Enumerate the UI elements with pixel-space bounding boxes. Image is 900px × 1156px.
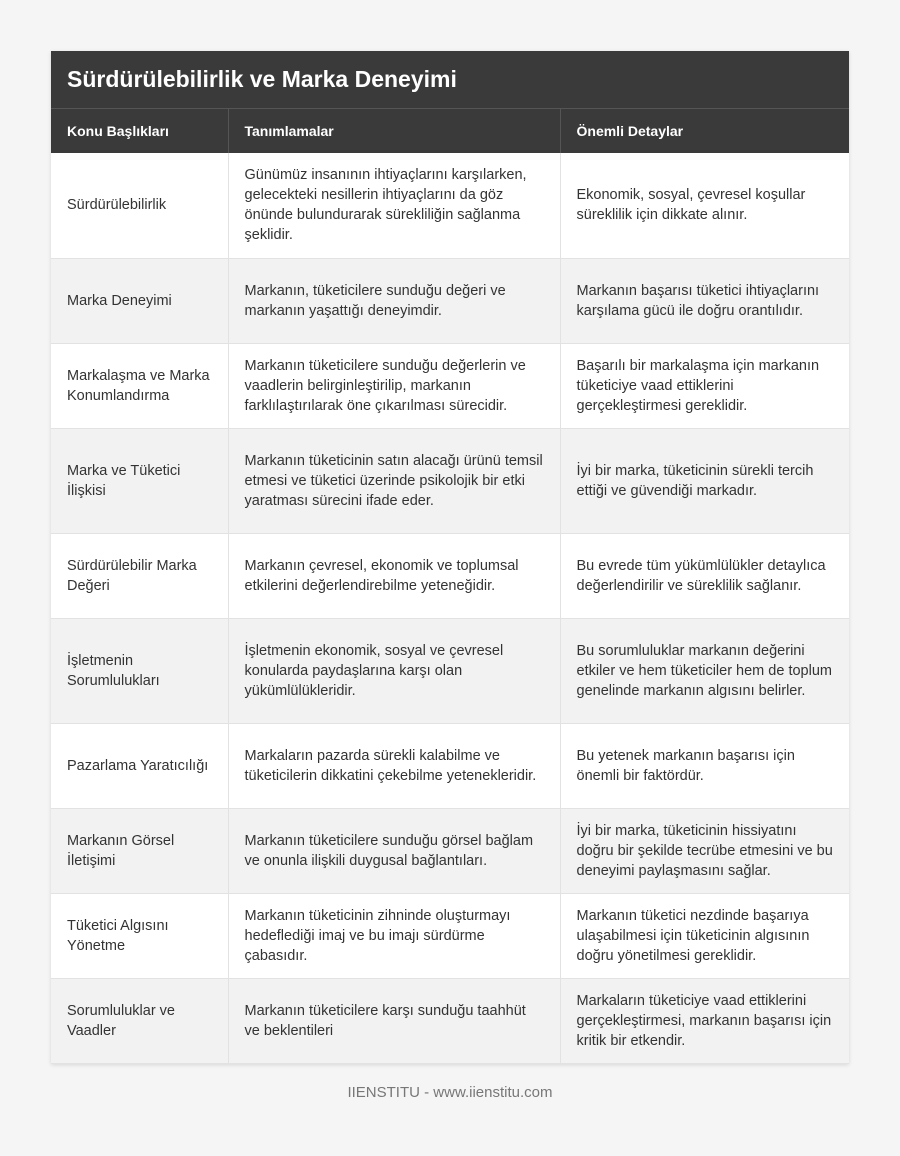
table-row — [51, 258, 849, 343]
cell-definition: Markaların pazarda sürekli kalabilme ve tüketicilerin dikkatini çekebilme yetenekleridir. — [228, 723, 560, 808]
table-row — [51, 343, 849, 428]
cell-detail: Bu sorumluluklar markanın değerini etkiler ve hem tüketiciler hem de toplum genelinde markanın algısını belirler. — [560, 618, 849, 723]
cell-definition: Markanın tüketicinin satın alacağı ürünü temsil etmesi ve tüketici üzerinde psikolojik bir etki yaratması sürecini ifade eder. — [228, 428, 560, 533]
cell-topic: Sürdürülebilir Marka Değeri — [51, 533, 228, 618]
cell-definition: Markanın tüketicilere karşı sunduğu taahhüt ve beklentileri — [228, 978, 560, 1063]
cell-definition: Markanın tüketicinin zihninde oluşturmayı hedeflediği imaj ve bu imajı sürdürme çabasıdır. — [228, 893, 560, 978]
column-header-definition: Tanımlamalar — [228, 109, 560, 153]
cell-detail: İyi bir marka, tüketicinin hissiyatını doğru bir şekilde tecrübe etmesini ve bu deneyimi paylaşmasını sağlar. — [560, 808, 849, 893]
table-row — [51, 153, 849, 258]
info-table — [51, 109, 849, 1064]
cell-detail: Markanın başarısı tüketici ihtiyaçlarını karşılama gücü ile doğru orantılıdır. — [560, 258, 849, 343]
table-row — [51, 978, 849, 1063]
table-header — [51, 109, 849, 153]
table-row — [51, 808, 849, 893]
column-header-detail: Önemli Detaylar — [560, 109, 849, 153]
table-row — [51, 723, 849, 808]
table-row — [51, 618, 849, 723]
column-header-topic: Konu Başlıkları — [51, 109, 228, 153]
cell-definition: Markanın tüketicilere sunduğu değerlerin ve vaadlerin belirginleştirilip, markanın farklılaştırılarak öne çıkarılması sürecidir. — [228, 343, 560, 428]
cell-detail: Ekonomik, sosyal, çevresel koşullar süreklilik için dikkate alınır. — [560, 153, 849, 258]
cell-topic: Marka Deneyimi — [51, 258, 228, 343]
cell-definition: Günümüz insanının ihtiyaçlarını karşılarken, gelecekteki nesillerin ihtiyaçlarını da göz önünde bulundurarak sürekliliğin sağlanma şeklidir. — [228, 153, 560, 258]
cell-definition: Markanın, tüketicilere sunduğu değeri ve markanın yaşattığı deneyimdir. — [228, 258, 560, 343]
cell-detail: Başarılı bir markalaşma için markanın tüketiciye vaad ettiklerini gerçekleştirmesi gereklidir. — [560, 343, 849, 428]
table-row — [51, 428, 849, 533]
table-title: Sürdürülebilirlik ve Marka Deneyimi — [51, 51, 849, 109]
cell-definition: Markanın tüketicilere sunduğu görsel bağlam ve onunla ilişkili duygusal bağlantıları. — [228, 808, 560, 893]
cell-topic: Markalaşma ve Marka Konumlandırma — [51, 343, 228, 428]
cell-topic: Pazarlama Yaratıcılığı — [51, 723, 228, 808]
cell-topic: Sorumluluklar ve Vaadler — [51, 978, 228, 1063]
cell-topic: Marka ve Tüketici İlişkisi — [51, 428, 228, 533]
cell-detail: Markanın tüketici nezdinde başarıya ulaşabilmesi için tüketicinin algısının doğru yönetilmesi gereklidir. — [560, 893, 849, 978]
header-row — [51, 109, 849, 153]
footer-credit: IIENSTITU - www.iienstitu.com — [347, 1084, 553, 1101]
cell-definition: İşletmenin ekonomik, sosyal ve çevresel konularda paydaşlarına karşı olan yükümlülükleridir. — [228, 618, 560, 723]
cell-topic: Markanın Görsel İletişimi — [51, 808, 228, 893]
content-card — [51, 51, 849, 1064]
cell-topic: İşletmenin Sorumlulukları — [51, 618, 228, 723]
cell-topic: Sürdürülebilirlik — [51, 153, 228, 258]
cell-detail: Bu evrede tüm yükümlülükler detaylıca değerlendirilir ve süreklilik sağlanır. — [560, 533, 849, 618]
cell-detail: Bu yetenek markanın başarısı için önemli bir faktördür. — [560, 723, 849, 808]
cell-topic: Tüketici Algısını Yönetme — [51, 893, 228, 978]
table-row — [51, 533, 849, 618]
table-body — [51, 153, 849, 1063]
table-row — [51, 893, 849, 978]
cell-definition: Markanın çevresel, ekonomik ve toplumsal etkilerini değerlendirebilme yeteneğidir. — [228, 533, 560, 618]
cell-detail: İyi bir marka, tüketicinin sürekli tercih ettiği ve güvendiği markadır. — [560, 428, 849, 533]
cell-detail: Markaların tüketiciye vaad ettiklerini gerçekleştirmesi, markanın başarısı için kritik bir etkendir. — [560, 978, 849, 1063]
